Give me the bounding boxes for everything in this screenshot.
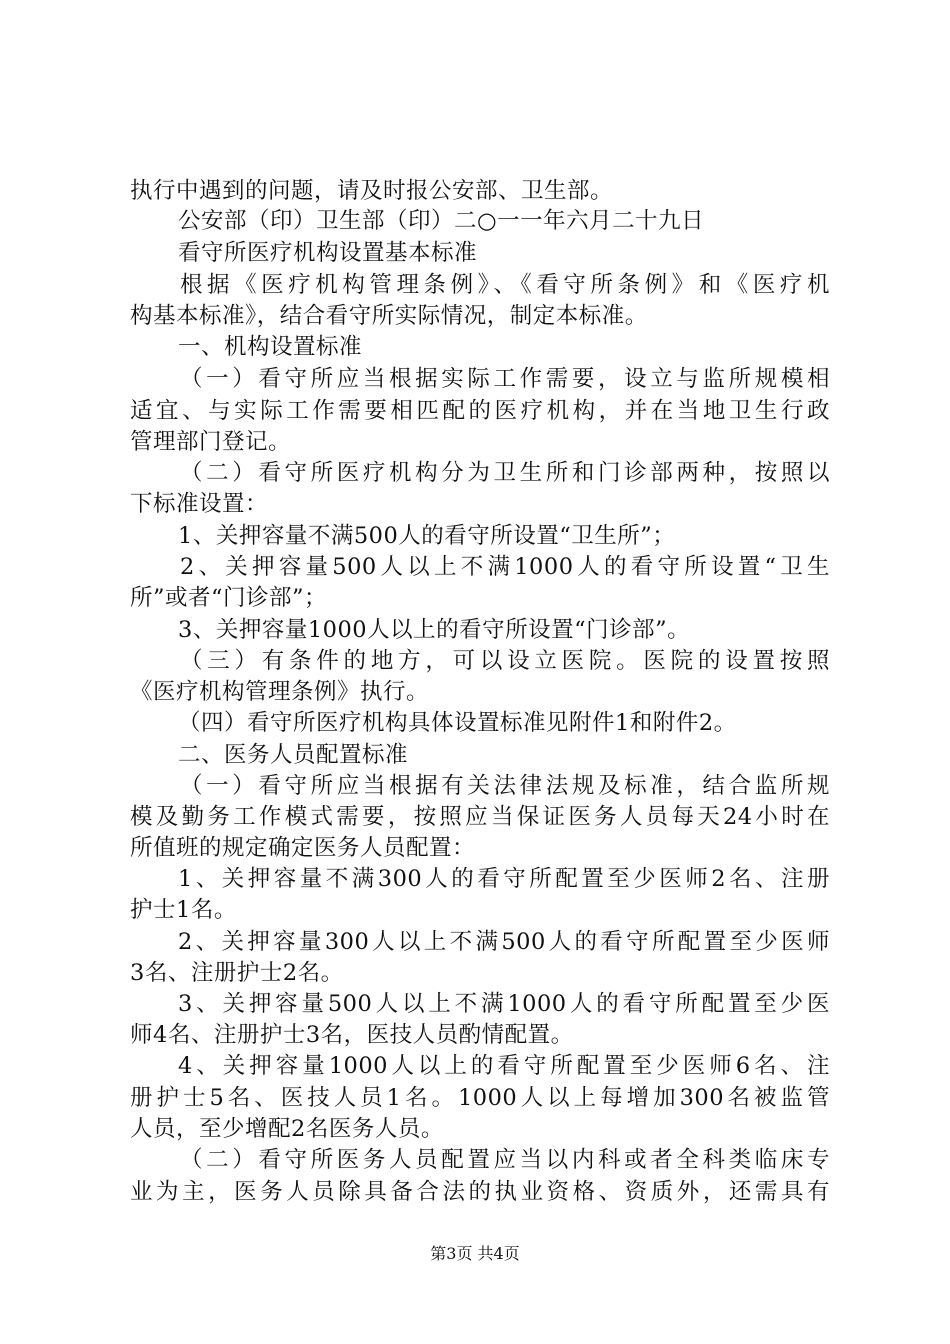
paragraph-line: 管理部门登记。: [130, 429, 292, 455]
paragraph-line: 构基本标准》，结合看守所实际情况，制定本标准。: [130, 303, 648, 329]
list-item-continued: 护士1名。: [130, 897, 237, 923]
signature-line: 公安部（印）卫生部（印）二○一一年六月二十九日: [178, 208, 705, 234]
paragraph-line: 执行中遇到的问题，请及时报公安部、卫生部。: [130, 178, 614, 204]
list-item: 3、关押容量500人以上不满1000人的看守所配置至少医: [178, 991, 830, 1017]
paragraph-line: 模及勤务工作模式需要，按照应当保证医务人员每天24小时在: [130, 804, 830, 830]
paragraph-line: 《医疗机构管理条例》执行。: [130, 679, 430, 705]
paragraph-line: （四）看守所医疗机构具体设置标准见附件1和附件2。: [178, 710, 737, 736]
list-item-continued: 师4名、注册护士3名，医技人员酌情配置。: [130, 1022, 574, 1048]
list-item: 2、关押容量500人以上不满1000人的看守所设置“卫生: [180, 554, 830, 580]
page-footer: 第3页 共4页: [430, 1244, 520, 1263]
heading-1: 一、机构设置标准: [178, 334, 363, 360]
paragraph-line: 适宜、与实际工作需要相匹配的医疗机构，并在当地卫生行政: [130, 398, 830, 424]
list-item-continued: 所”或者“门诊部”；: [130, 585, 328, 611]
list-item: 2、关押容量300人以上不满500人的看守所配置至少医师: [178, 929, 830, 955]
paragraph-line: 根据《医疗机构管理条例》、《看守所条例》和《医疗机: [180, 272, 830, 298]
list-item: 1、关押容量不满500人的看守所设置“卫生所”；: [178, 523, 676, 549]
paragraph-line: 下标准设置：: [130, 491, 269, 517]
paragraph-line: （三）有条件的地方，可以设立医院。医院的设置按照: [180, 648, 830, 674]
list-item-continued: 3名、注册护士2名。: [130, 960, 344, 986]
list-item: 4、关押容量1000人以上的看守所配置至少医师6名、注: [178, 1053, 830, 1079]
paragraph-line: 所值班的规定确定医务人员配置：: [130, 835, 476, 861]
list-item: 3、关押容量1000人以上的看守所设置“门诊部”。: [178, 617, 691, 643]
list-item: 1、关押容量不满300人的看守所配置至少医师2名、注册: [178, 866, 830, 892]
heading-2: 二、医务人员配置标准: [178, 742, 409, 768]
paragraph-line: 业为主，医务人员除具备合法的执业资格、资质外，还需具有: [130, 1179, 830, 1205]
paragraph-line: （二）看守所医务人员配置应当以内科或者全科类临床专: [180, 1147, 830, 1173]
paragraph-line: （一）看守所应当根据有关法律法规及标准，结合监所规: [180, 773, 830, 799]
section-title: 看守所医疗机构设置基本标准: [178, 240, 478, 266]
list-item-continued: 册护士5名、医技人员1名。1000人以上每增加300名被监管: [130, 1085, 830, 1111]
list-item-continued: 人员，至少增配2名医务人员。: [130, 1116, 444, 1142]
paragraph-line: （一）看守所应当根据实际工作需要，设立与监所规模相: [180, 366, 830, 392]
paragraph-line: （二）看守所医疗机构分为卫生所和门诊部两种，按照以: [180, 460, 830, 486]
